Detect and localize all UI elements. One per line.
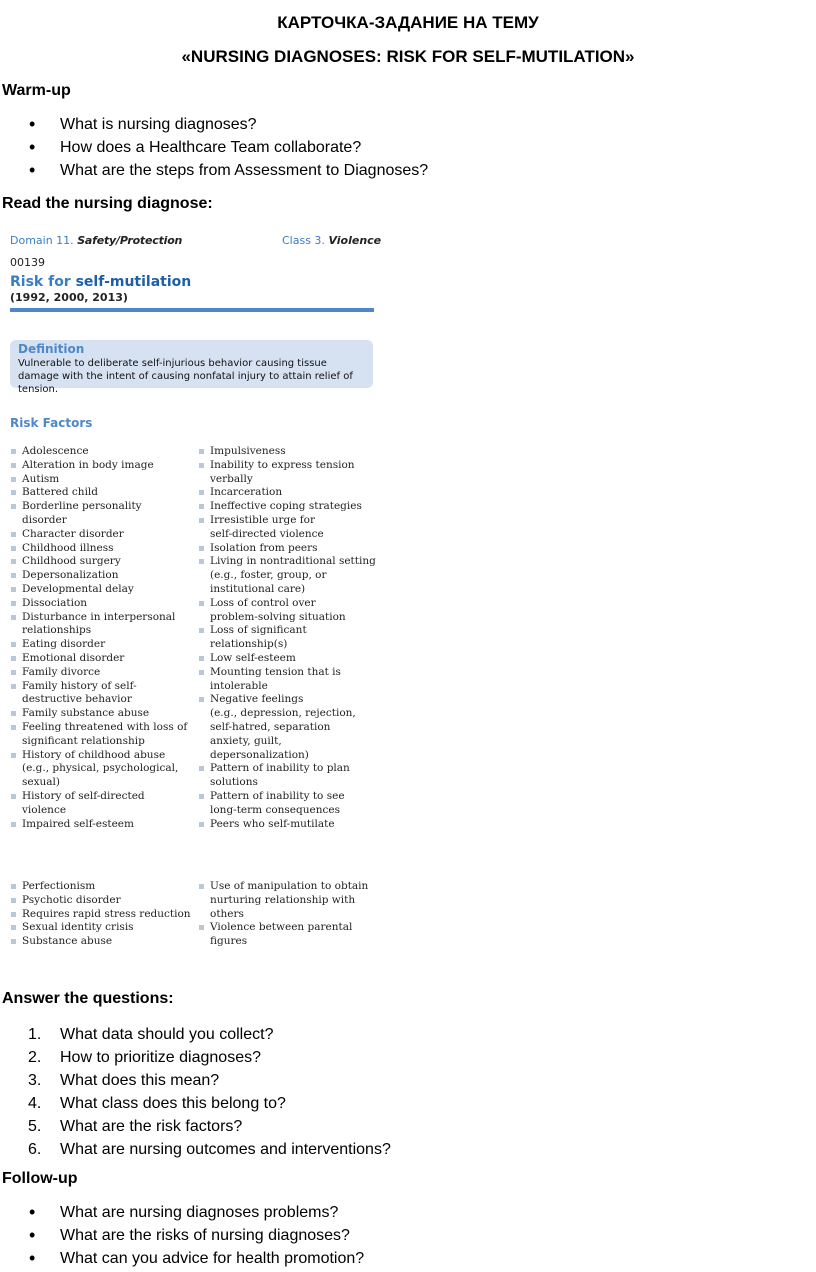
class-value: Violence — [328, 234, 382, 247]
risk-factor-item: Disturbance in interpersonal relationships — [10, 611, 192, 639]
warmup-list — [0, 113, 428, 182]
title-line-1: КАРТОЧКА-ЗАДАНИЕ НА ТЕМУ — [277, 13, 539, 32]
risk-factor-item: Violence between parental figures — [198, 921, 380, 949]
class-line — [282, 234, 381, 247]
followup-heading: Follow-up — [2, 1170, 78, 1187]
risk-factor-item: History of childhood abuse (e.g., physical, psychological, sexual) — [10, 749, 192, 790]
list-item: • How does a Healthcare Team collaborate? — [0, 136, 428, 159]
diagnosis-main: self-mutilation — [75, 274, 192, 290]
item-number: 5. — [28, 1118, 42, 1135]
risk-factor-item: Impulsiveness — [198, 445, 380, 459]
list-item: • What are the risks of nursing diagnoses? — [0, 1224, 364, 1247]
risk-factor-item: Requires rapid stress reduction — [10, 908, 192, 922]
risk-factor-item: Developmental delay — [10, 583, 192, 597]
list-item — [0, 1115, 391, 1138]
risk-factor-item: Peers who self-mutilate — [198, 818, 380, 832]
item-text: What class does this belong to? — [60, 1095, 286, 1112]
risk-factor-item: Low self-esteem — [198, 652, 380, 666]
risk-factor-item: Negative feelings (e.g., depression, rejection, self-hatred, separation anxiety, guilt, depersonalization) — [198, 693, 380, 762]
risk-factors-title: Risk Factors — [10, 416, 93, 430]
risk-factor-item: Childhood surgery — [10, 555, 192, 569]
risk-factors-column-3 — [10, 880, 192, 949]
list-item — [0, 1138, 391, 1161]
item-number: 4. — [28, 1095, 42, 1112]
risk-factor-item: Family divorce — [10, 666, 192, 680]
risk-factor-item: Ineffective coping strategies — [198, 500, 380, 514]
item-number: 2. — [28, 1049, 42, 1066]
risk-factor-item: Irresistible urge for self-directed violence — [198, 514, 380, 542]
title-line-2: «NURSING DIAGNOSES: RISK FOR SELF-MUTILATION» — [181, 47, 635, 66]
risk-factor-item: Family substance abuse — [10, 707, 192, 721]
definition-title: Definition — [18, 342, 85, 356]
risk-factor-item: Adolescence — [10, 445, 192, 459]
diagnosis-prefix: Risk for — [10, 274, 71, 290]
list-item — [0, 1046, 391, 1069]
risk-factor-item: Autism — [10, 473, 192, 487]
definition-box — [10, 340, 373, 395]
domain-line — [10, 234, 182, 247]
risk-factor-item: Pattern of inability to see long-term consequences — [198, 790, 380, 818]
risk-factor-item: Feeling threatened with loss of significant relationship — [10, 721, 192, 749]
list-item — [0, 1092, 391, 1115]
item-text: What does this mean? — [60, 1072, 220, 1089]
risk-factors-column-2 — [198, 445, 380, 831]
item-number: 1. — [28, 1026, 42, 1043]
item-number: 6. — [28, 1141, 42, 1158]
risk-factor-item: Eating disorder — [10, 638, 192, 652]
followup-list — [0, 1201, 364, 1270]
risk-factor-item: Mounting tension that is intolerable — [198, 666, 380, 694]
risk-factors-column-4 — [198, 880, 380, 949]
list-item — [0, 1023, 391, 1046]
risk-factor-item: Pattern of inability to plan solutions — [198, 762, 380, 790]
read-heading: Read the nursing diagnose: — [2, 195, 213, 212]
domain-label: Domain 11. — [10, 234, 74, 247]
risk-factor-item: Inability to express tension verbally — [198, 459, 380, 487]
risk-factor-item: Dissociation — [10, 597, 192, 611]
item-text: How to prioritize diagnoses? — [60, 1049, 261, 1066]
risk-factor-item: Loss of significant relationship(s) — [198, 624, 380, 652]
definition-text: Vulnerable to deliberate self-injurious behavior causing tissue damage with the intent of causing nonfatal injury to attain relief of tension. — [18, 358, 353, 395]
risk-factor-item: Substance abuse — [10, 935, 192, 949]
list-item: • What can you advice for health promotion? — [0, 1247, 364, 1270]
risk-factor-item: Use of manipulation to obtain nurturing relationship with others — [198, 880, 380, 921]
list-item: • What are the steps from Assessment to Diagnoses? — [0, 159, 428, 182]
risk-factor-item: Alteration in body image — [10, 459, 192, 473]
risk-factor-item: Childhood illness — [10, 542, 192, 556]
answer-list — [0, 1023, 391, 1161]
risk-factor-item: Battered child — [10, 486, 192, 500]
risk-factor-item: Emotional disorder — [10, 652, 192, 666]
diagnosis-code: 00139 — [10, 256, 45, 269]
item-text: What are nursing outcomes and interventions? — [60, 1141, 391, 1158]
risk-factor-item: Living in nontraditional setting (e.g., foster, group, or institutional care) — [198, 555, 380, 596]
risk-factor-item: Depersonalization — [10, 569, 192, 583]
risk-factor-item: Perfectionism — [10, 880, 192, 894]
item-text: What are the risk factors? — [60, 1118, 243, 1135]
list-item: • What are nursing diagnoses problems? — [0, 1201, 364, 1224]
title-divider — [10, 308, 374, 312]
risk-factor-item: Isolation from peers — [198, 542, 380, 556]
warmup-heading: Warm-up — [2, 82, 71, 99]
risk-factor-item: Psychotic disorder — [10, 894, 192, 908]
diagnosis-title — [10, 274, 191, 290]
risk-factor-item: Incarceration — [198, 486, 380, 500]
risk-factor-item: Loss of control over problem-solving situation — [198, 597, 380, 625]
nursing-diagnosis-card — [10, 226, 380, 956]
list-item — [0, 1069, 391, 1092]
risk-factor-item: Impaired self-esteem — [10, 818, 192, 832]
item-number: 3. — [28, 1072, 42, 1089]
class-label: Class 3. — [282, 234, 325, 247]
risk-factor-item: Family history of self- destructive behavior — [10, 680, 192, 708]
diagnosis-years: (1992, 2000, 2013) — [10, 291, 128, 304]
risk-factors-column-1 — [10, 445, 192, 831]
risk-factor-item: History of self-directed violence — [10, 790, 192, 818]
domain-value: Safety/Protection — [77, 234, 183, 247]
list-item: • What is nursing diagnoses? — [0, 113, 428, 136]
risk-factor-item: Character disorder — [10, 528, 192, 542]
risk-factor-item: Borderline personality disorder — [10, 500, 192, 528]
risk-factor-item: Sexual identity crisis — [10, 921, 192, 935]
answer-heading: Answer the questions: — [2, 990, 174, 1007]
item-text: What data should you collect? — [60, 1026, 274, 1043]
